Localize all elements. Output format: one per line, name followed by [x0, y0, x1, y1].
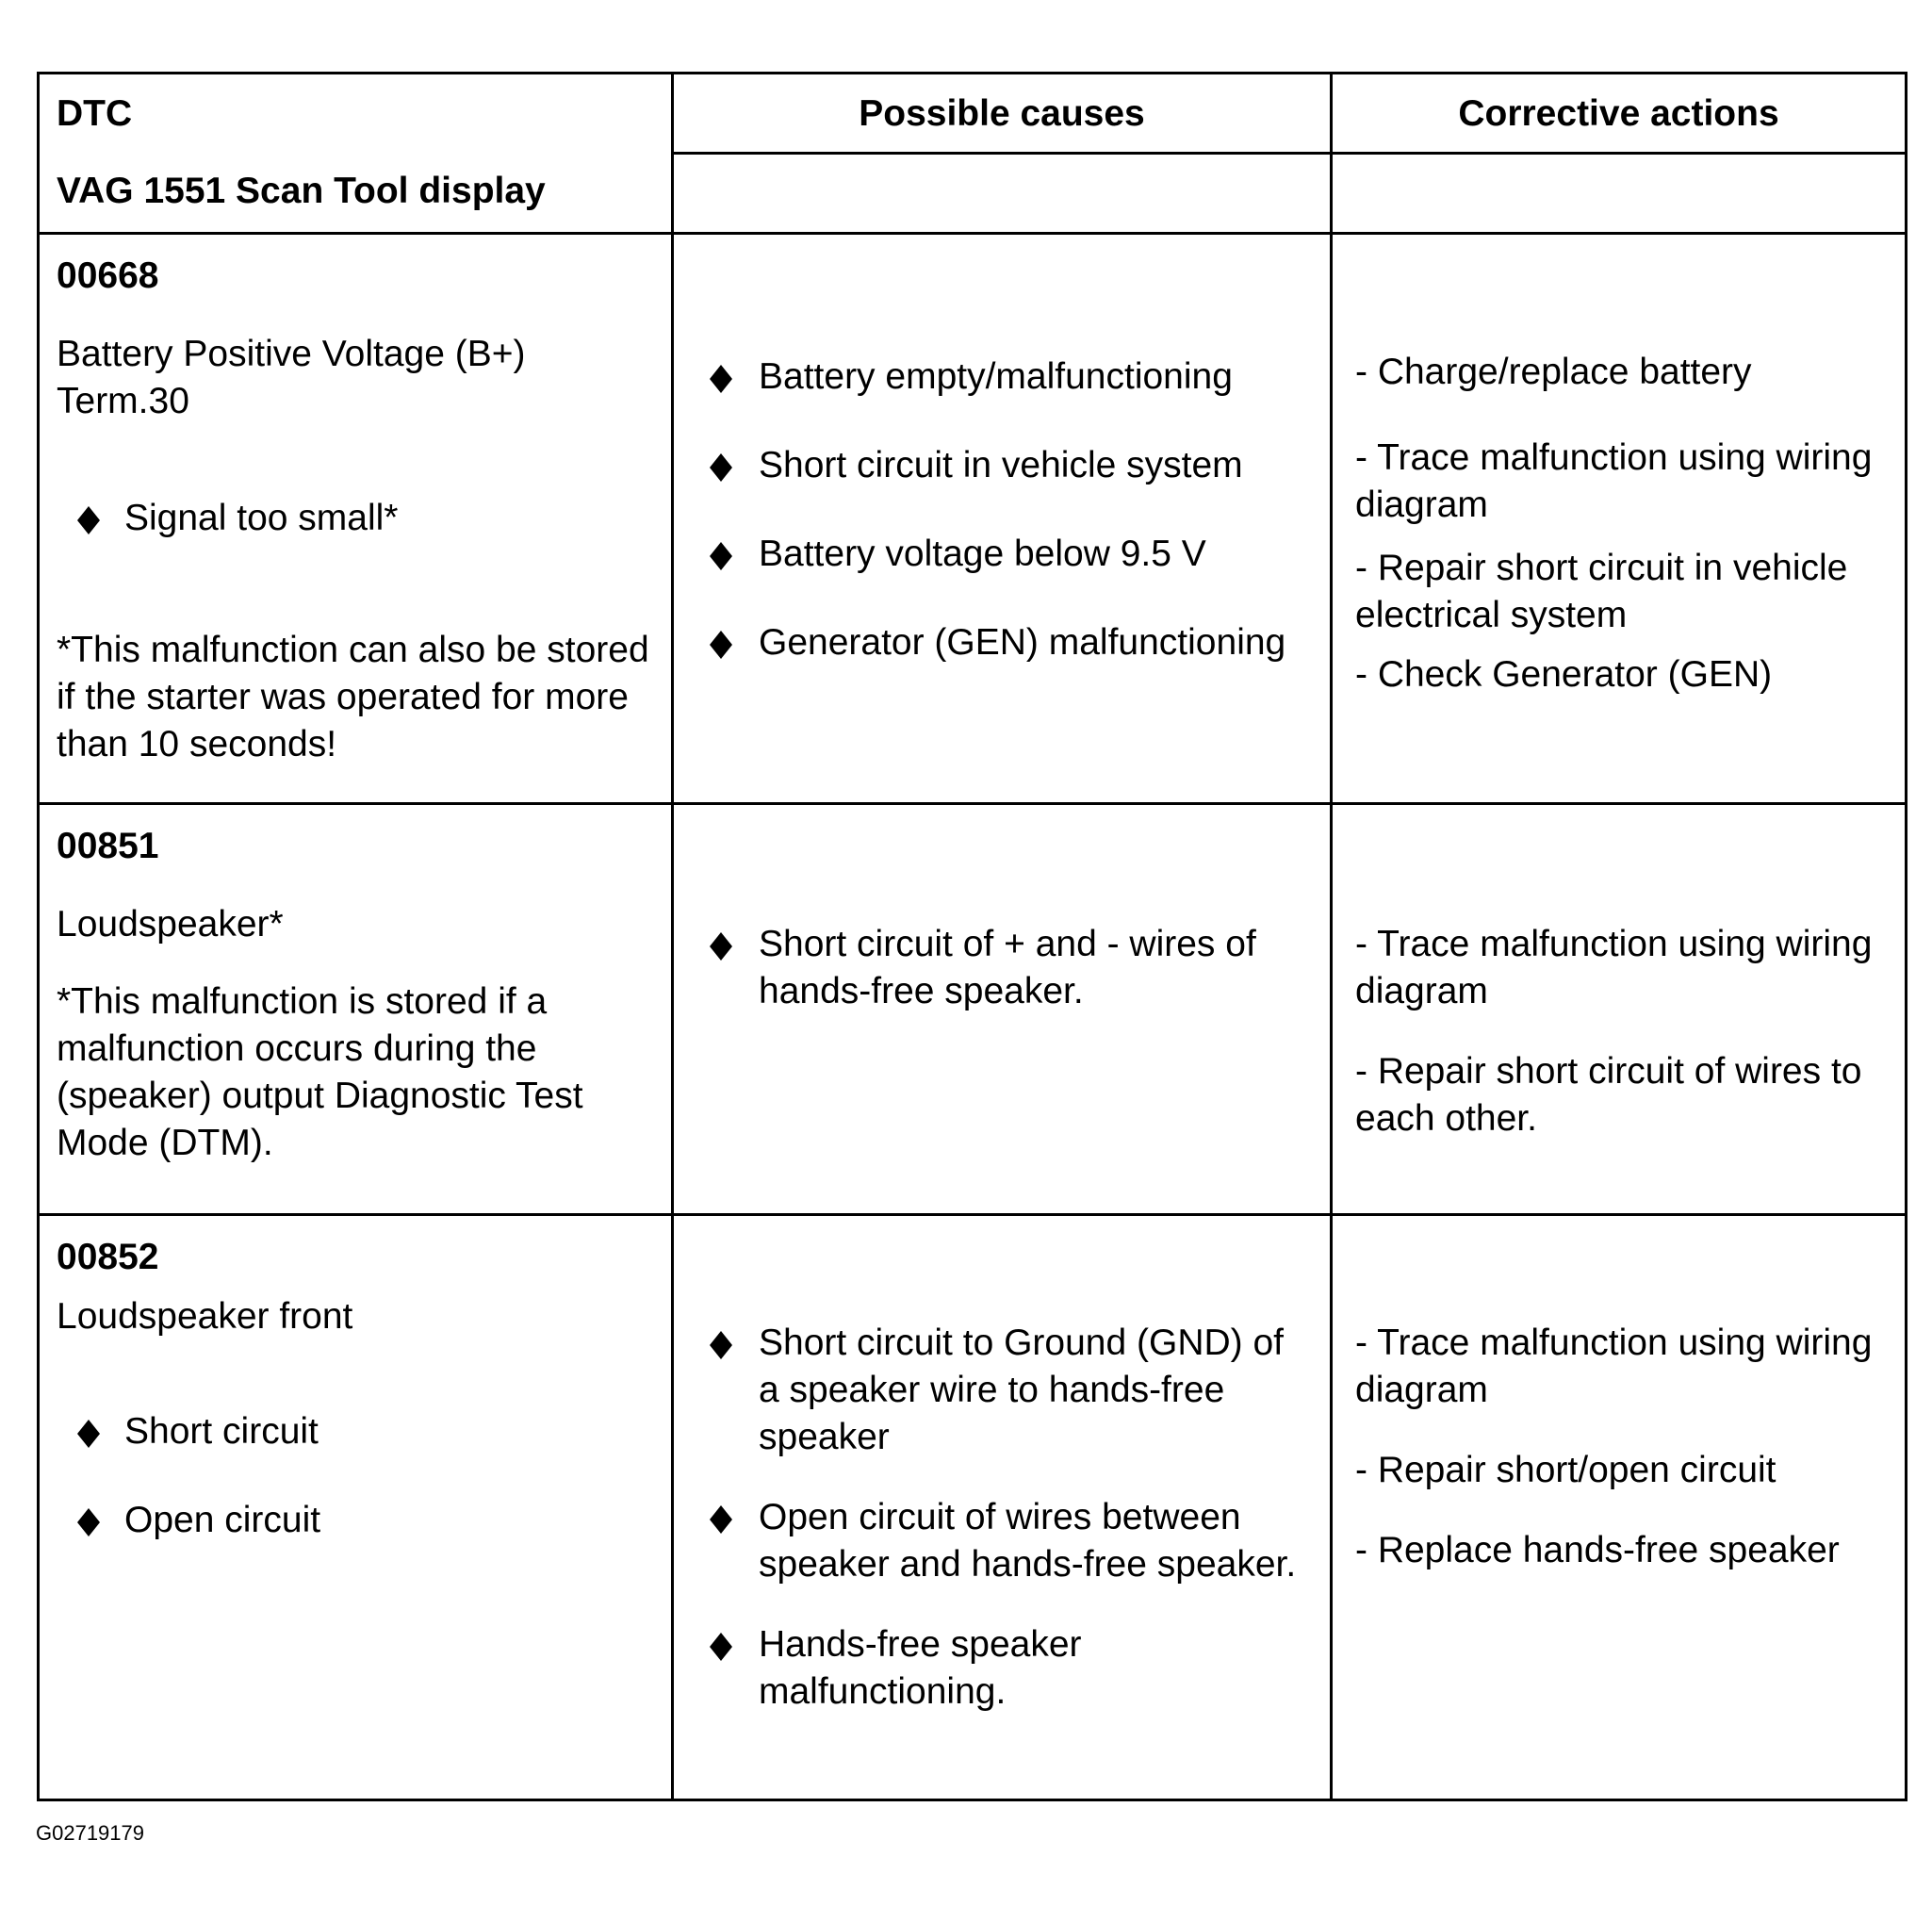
dtc-title: Loudspeaker* — [57, 904, 284, 945]
cause-text: Short circuit of + and - wires of hands-free speaker. — [759, 924, 1256, 1011]
dtc-note: *This malfunction can also be stored if the starter was operated for more than 10 seconds! — [57, 630, 649, 764]
cause-item — [674, 1621, 1313, 1716]
diamond-bullet-icon — [710, 1331, 732, 1359]
header-dtc-label: DTC — [57, 93, 133, 134]
header-actions-empty-cell — [1332, 154, 1907, 234]
table-row — [39, 234, 1907, 804]
cause-text: Short circuit in vehicle system — [759, 445, 1243, 485]
cause-text: Open circuit of wires between speaker and hands-free speaker. — [759, 1497, 1297, 1585]
dtc-note: *This malfunction is stored if a malfunction occurs during the (speaker) output Diagnostic Test Mode (DTM). — [57, 981, 583, 1163]
action-item: - Trace malfunction using wiring diagram — [1355, 437, 1873, 525]
diamond-bullet-icon — [710, 365, 732, 393]
causes-cell — [673, 804, 1332, 1215]
dtc-code: 00852 — [57, 1237, 159, 1277]
diamond-bullet-icon — [77, 506, 100, 534]
actions-cell — [1332, 234, 1907, 804]
diamond-bullet-icon — [710, 453, 732, 482]
dtc-bullet-text: Short circuit — [124, 1411, 319, 1452]
causes-cell — [673, 234, 1332, 804]
diamond-bullet-icon — [710, 1505, 732, 1534]
cause-item — [674, 353, 1330, 401]
diamond-bullet-icon — [710, 1633, 732, 1661]
diamond-bullet-icon — [710, 932, 732, 961]
actions-cell — [1332, 1215, 1907, 1800]
dtc-bullet — [57, 495, 654, 542]
cause-text: Battery empty/malfunctioning — [759, 356, 1233, 397]
header-dtc-cell — [39, 74, 673, 234]
dtc-table — [37, 72, 1907, 1801]
actions-cell — [1332, 804, 1907, 1215]
action-item: - Check Generator (GEN) — [1355, 654, 1773, 695]
dtc-bullet-text: Open circuit — [124, 1500, 321, 1540]
dtc-code: 00851 — [57, 826, 159, 866]
table-row — [39, 1215, 1907, 1800]
dtc-bullet-text: Signal too small* — [124, 498, 399, 538]
action-item: - Trace malfunction using wiring diagram — [1355, 1323, 1873, 1410]
table-row — [39, 804, 1907, 1215]
header-causes-label: Possible causes — [859, 93, 1145, 134]
header-scan-tool-label: VAG 1551 Scan Tool display — [57, 171, 546, 211]
diamond-bullet-icon — [710, 631, 732, 659]
header-row — [39, 74, 1907, 154]
cause-text: Generator (GEN) malfunctioning — [759, 622, 1286, 663]
figure-id: G02719179 — [36, 1821, 144, 1845]
dtc-title: Loudspeaker front — [57, 1296, 353, 1337]
cause-item — [674, 1494, 1313, 1588]
cause-item — [674, 1320, 1313, 1461]
header-causes-cell — [673, 74, 1332, 154]
cause-text: Battery voltage below 9.5 V — [759, 534, 1206, 574]
header-actions-cell — [1332, 74, 1907, 154]
dtc-title: Battery Positive Voltage (B+) Term.30 — [57, 334, 526, 421]
dtc-code: 00668 — [57, 255, 159, 296]
header-causes-empty-cell — [673, 154, 1332, 234]
action-item: - Replace hands-free speaker — [1355, 1530, 1840, 1570]
action-item: - Repair short circuit in vehicle electrical system — [1355, 548, 1848, 635]
dtc-bullet — [57, 1497, 654, 1544]
cause-item — [674, 442, 1330, 489]
diamond-bullet-icon — [77, 1420, 100, 1448]
cause-item — [674, 619, 1330, 666]
dtc-cell — [39, 1215, 673, 1800]
header-actions-label: Corrective actions — [1458, 93, 1779, 134]
action-item: - Repair short circuit of wires to each other. — [1355, 1051, 1862, 1139]
diamond-bullet-icon — [710, 542, 732, 570]
dtc-bullet — [57, 1408, 654, 1455]
cause-item — [674, 531, 1330, 578]
causes-cell — [673, 1215, 1332, 1800]
action-item: - Charge/replace battery — [1355, 352, 1752, 392]
cause-text: Short circuit to Ground (GND) of a speaker wire to hands-free speaker — [759, 1323, 1285, 1457]
cause-item — [674, 921, 1311, 1015]
cause-text: Hands-free speaker malfunctioning. — [759, 1624, 1082, 1712]
dtc-cell — [39, 234, 673, 804]
dtc-cell — [39, 804, 673, 1215]
action-item: - Trace malfunction using wiring diagram — [1355, 924, 1873, 1011]
action-item: - Repair short/open circuit — [1355, 1450, 1776, 1490]
diamond-bullet-icon — [77, 1508, 100, 1536]
